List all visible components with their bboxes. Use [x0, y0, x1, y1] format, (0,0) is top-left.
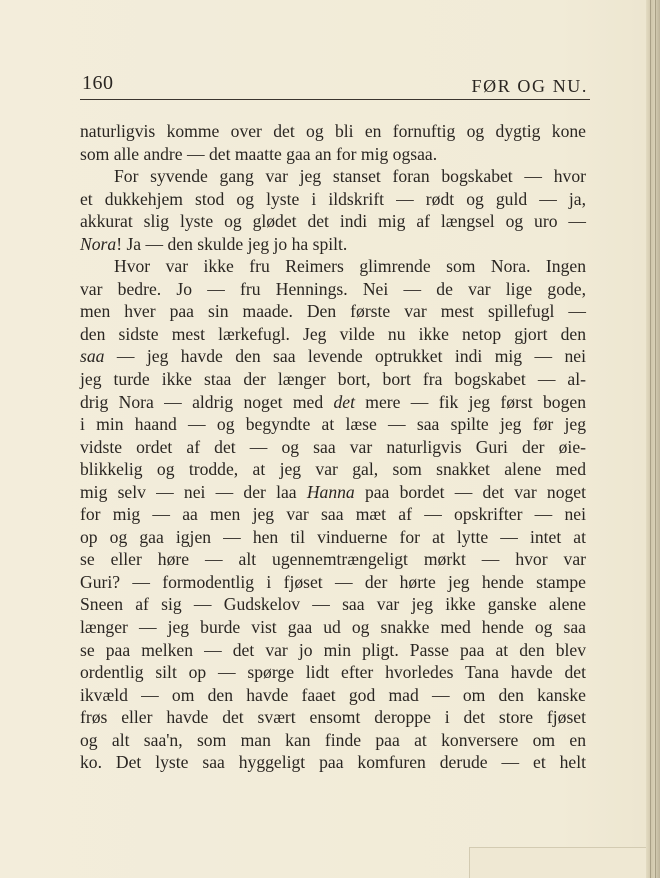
italic-word: Nora — [80, 233, 117, 254]
text-segment: paa bordet — det var noget — [354, 481, 586, 502]
text-line: for mig — aa men jeg var saa mæt af — opskrifter — nei — [80, 504, 586, 525]
text-segment: mere — fik jeg først bogen — [354, 391, 586, 412]
header-rule — [80, 99, 590, 100]
text-segment: ! Ja — den skulde jeg jo ha spilt. — [116, 233, 348, 254]
italic-word: Hanna — [306, 481, 355, 502]
text-line: var bedre. Jo — fru Hennings. Nei — de var lige gode, — [80, 278, 586, 299]
running-header — [82, 72, 588, 100]
italic-word: det — [333, 391, 355, 412]
text-line: op og gaa igjen — hen til vinduerne for at lytte — intet at — [80, 526, 586, 547]
page-edge — [646, 0, 660, 878]
text-line: et dukkehjem stod og lyste i ildskrift — rødt og guld — ja, — [80, 188, 586, 209]
page-number: 160 — [82, 72, 114, 94]
text-line: som alle andre — det maatte gaa an for mig ogsaa. — [80, 143, 438, 164]
text-segment: mig selv — nei — der laa — [80, 481, 307, 502]
text-line: ordentlig silt op — spørge lidt efter hvorledes Tana havde det — [80, 662, 586, 683]
text-line: Hvor var ikke fru Reimers glimrende som Nora. Ingen — [114, 256, 586, 277]
underlying-page-corner — [469, 847, 646, 878]
text-line: men hver paa sin maade. Den første var mest spillefugl — — [80, 301, 586, 322]
text-line: se paa melken — det var jo min pligt. Passe paa at den blev — [80, 639, 586, 660]
text-line: jeg turde ikke staa der længer bort, bort fra bogskabet — al- — [80, 369, 586, 390]
text-line — [80, 481, 586, 504]
text-line: den sidste mest lærkefugl. Jeg vilde nu ikke netop gjort den — [80, 323, 586, 344]
text-line: i min haand — og begyndte at læse — saa spilte jeg før jeg — [80, 414, 586, 435]
text-line: Sneen af sig — Gudskelov — saa var jeg ikke ganske alene — [80, 594, 586, 615]
text-line: længer — jeg burde vist gaa ud og snakke med hende og saa — [80, 617, 586, 638]
running-title: FØR OG NU. — [471, 76, 588, 96]
page-edge-line — [655, 0, 656, 878]
text-segment: drig Nora — aldrig noget med — [80, 391, 334, 412]
text-line: blikkelig og trodde, at jeg var gal, som snakket alene med — [80, 459, 586, 480]
text-line: ko. Det lyste saa hyggeligt paa komfuren derude — et helt — [80, 752, 586, 773]
text-line: frøs eller havde det svært ensomt deroppe i det store fjøset — [80, 707, 586, 728]
text-line: se eller høre — alt ugennemtrængeligt mørkt — hvor var — [80, 549, 586, 570]
page-edge-line — [650, 0, 651, 878]
text-line — [80, 391, 586, 414]
text-line: Guri? — formodentlig i fjøset — der hørte jeg hende stampe — [80, 571, 586, 592]
body-text — [80, 120, 586, 774]
italic-word: saa — [80, 346, 105, 367]
text-line: ikvæld — om den havde faaet god mad — om den kanske — [80, 684, 586, 705]
text-line: akkurat slig lyste og glødet det indi mig af længsel og uro — — [80, 211, 586, 232]
text-segment: — jeg havde den saa levende optrukket indi mig — nei — [104, 346, 586, 367]
text-line — [80, 345, 586, 368]
text-line: naturligvis komme over det og bli en fornuftig og dygtig kone — [80, 121, 586, 141]
text-line: vidste ordet af det — og saa var naturligvis Guri der øie- — [80, 436, 586, 457]
text-line: og alt saa'n, som man kan finde paa at konversere om en — [80, 729, 586, 750]
text-line: For syvende gang var jeg stanset foran bogskabet — hvor — [114, 166, 586, 187]
text-line — [80, 233, 586, 256]
